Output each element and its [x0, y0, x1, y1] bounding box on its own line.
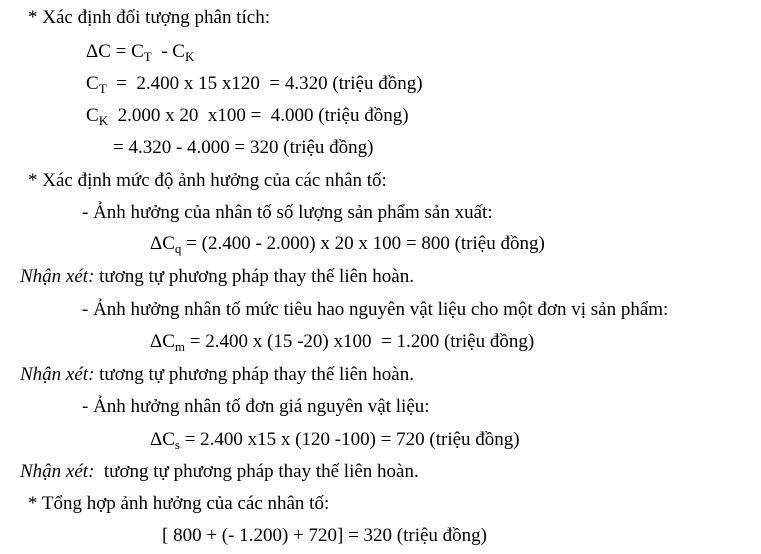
formula-delta-c-lhs: ΔC = C	[86, 41, 144, 62]
formula-delta-cs-value: = 2.400 x15 x (120 -100) = 720 (triệu đồng)	[179, 429, 520, 450]
formula-total: [ 800 + (- 1.200) + 720] = 320 (triệu đồng)	[162, 525, 488, 546]
section-heading-analysis-object: * Xác định đối tượng phân tích:	[28, 7, 270, 28]
formula-ct-value: = 2.400 x 15 x120 = 4.320 (triệu đồng)	[106, 73, 423, 94]
remark-2	[20, 363, 414, 387]
formula-ck-symbol: C	[86, 105, 99, 126]
remark-3	[20, 460, 419, 484]
remark-label: Nhận xét:	[20, 461, 95, 482]
formula-delta-cq-value: = (2.400 - 2.000) x 20 x 100 = 800 (triệu đồng)	[181, 233, 545, 254]
formula-ct	[86, 72, 423, 96]
formula-delta-cm	[150, 330, 534, 354]
formula-difference: = 4.320 - 4.000 = 320 (triệu đồng)	[113, 137, 374, 158]
factor-material-price-title: - Ảnh hưởng nhân tố đơn giá nguyên vật liệu:	[82, 396, 430, 417]
factor-material-consumption-title: - Ảnh hưởng nhân tố mức tiêu hao nguyên vật liệu cho một đơn vị sản phẩm:	[82, 299, 669, 320]
formula-delta-cm-value: = 2.400 x (15 -20) x100 = 1.200 (triệu đồng)	[185, 331, 535, 352]
subscript-k: K	[98, 113, 109, 128]
formula-delta-c-mid: - C	[151, 41, 185, 62]
formula-delta-cs-symbol: ΔC	[150, 429, 175, 450]
remark-label: Nhận xét:	[20, 266, 95, 287]
subscript-q: q	[174, 241, 182, 256]
formula-delta-c	[86, 40, 194, 64]
remark-label: Nhận xét:	[20, 364, 95, 385]
formula-ck	[86, 104, 409, 128]
remark-text: tương tự phương pháp thay thế liên hoàn.	[94, 266, 414, 287]
subscript-k: K	[184, 49, 195, 64]
subscript-t: T	[143, 49, 152, 64]
formula-ct-symbol: C	[86, 73, 99, 94]
formula-delta-cm-symbol: ΔC	[150, 331, 175, 352]
formula-ck-value: 2.000 x 20 x100 = 4.000 (triệu đồng)	[108, 105, 409, 126]
section-heading-factor-impact: * Xác định mức độ ảnh hưởng của các nhân tố:	[28, 170, 387, 191]
remark-text: tương tự phương pháp thay thế liên hoàn.	[94, 461, 419, 482]
remark-1	[20, 265, 414, 289]
formula-delta-cs	[150, 428, 520, 452]
remark-text: tương tự phương pháp thay thế liên hoàn.	[94, 364, 414, 385]
subscript-s: s	[174, 437, 180, 452]
formula-delta-cq-symbol: ΔC	[150, 233, 175, 254]
factor-quantity-title: - Ảnh hưởng của nhân tố số lượng sản phẩm sản xuất:	[82, 202, 493, 223]
subscript-t: T	[98, 81, 107, 96]
section-heading-summary: * Tổng hợp ảnh hưởng của các nhân tố:	[28, 493, 330, 514]
subscript-m: m	[174, 339, 186, 354]
formula-delta-cq	[150, 232, 545, 256]
